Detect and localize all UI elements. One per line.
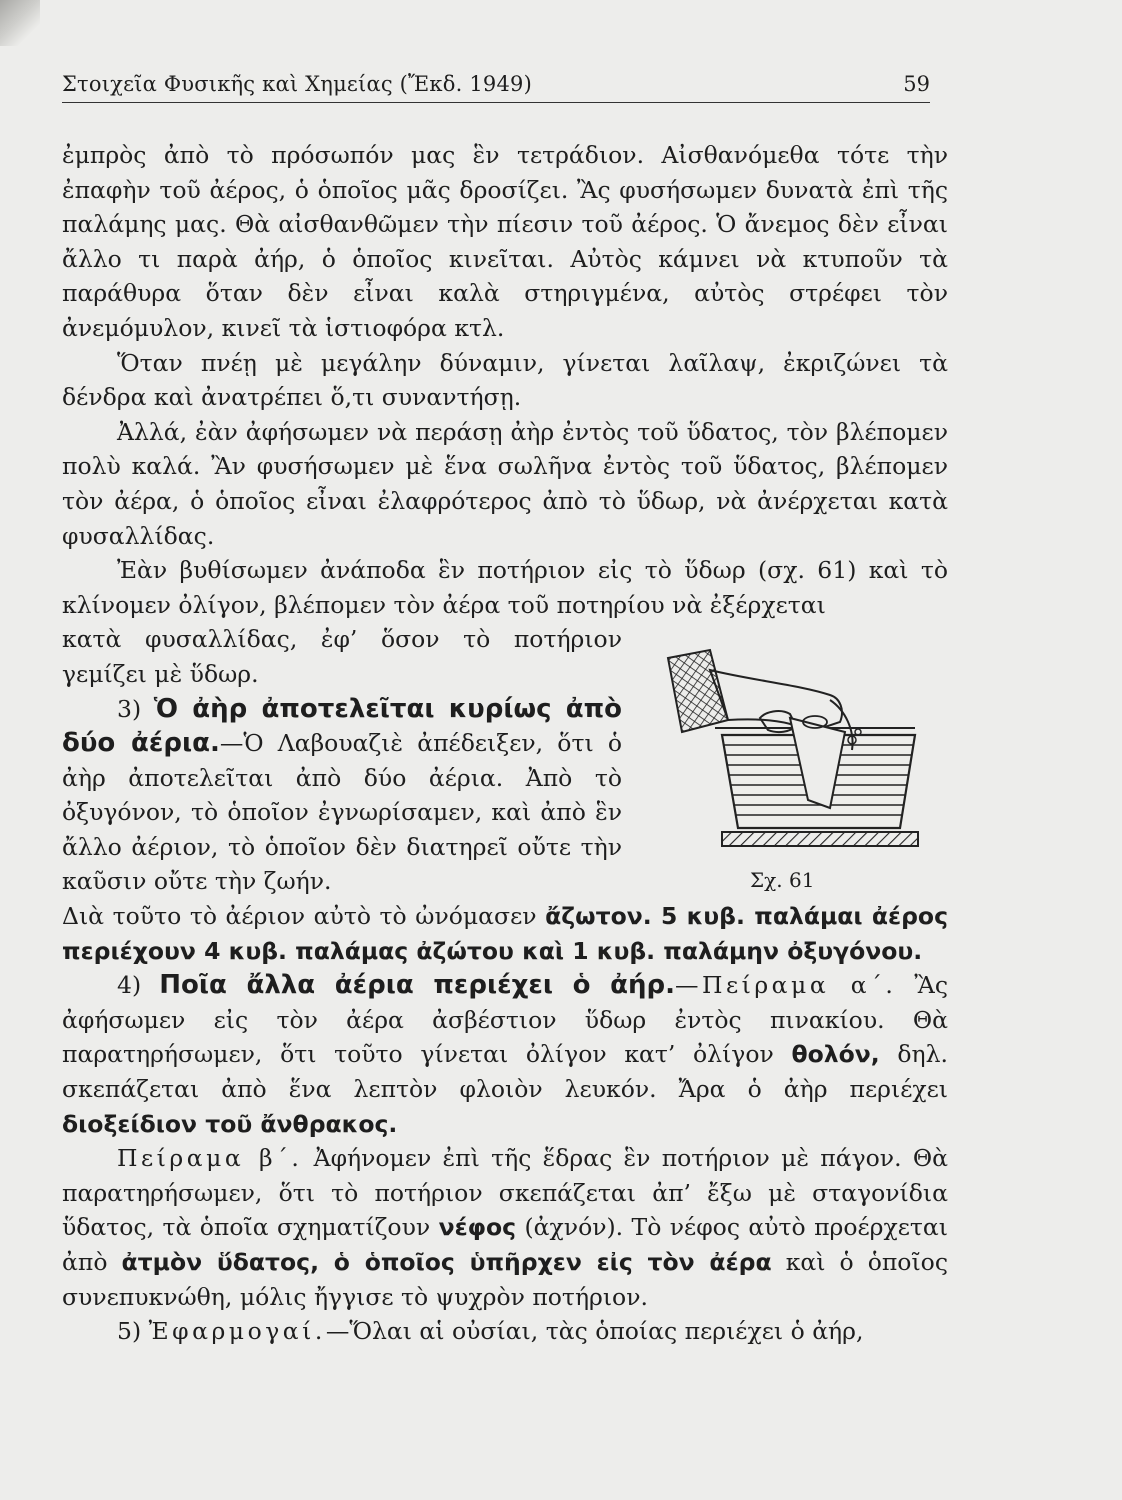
section-3 xyxy=(62,692,622,900)
experiment-b-bold-cloud: νέφος xyxy=(438,1213,517,1242)
paragraph-glass-experiment-cont: κατὰ φυσαλλίδας, ἐφ’ ὅσον τὸ ποτήριον γεμίζει μὲ ὕδωρ. xyxy=(62,625,622,688)
experiment-b-label: Πείραμα β΄. xyxy=(117,1144,303,1173)
section-5-label: Ἐφαρμογαί. xyxy=(148,1317,326,1346)
paragraph-storm: Ὅταν πνέῃ μὲ μεγάλην δύναμιν, γίνεται λαῖλαψ, ἐκριζώνει τὰ δένδρα καὶ ἀνατρέπει ὅ,τι συναντήσῃ. xyxy=(62,348,948,412)
page-number: 59 xyxy=(903,72,930,96)
section-4-bold-co2: διοξείδιον τοῦ ἄνθρακος. xyxy=(62,1109,398,1138)
page-corner-shadow xyxy=(0,0,40,46)
wrapped-text-block xyxy=(62,622,622,899)
experiment-b-text-c: καὶ ὁ ὁποῖος συνεπυκνώθη, μόλις ἤγγισε τὸ ψυχρὸν ποτήριον. xyxy=(62,1248,948,1311)
section-5 xyxy=(62,1314,948,1349)
figure-61-illustration xyxy=(640,640,940,890)
section-4 xyxy=(62,968,948,1141)
figure-caption: Σχ. 61 xyxy=(750,868,815,892)
experiment-a-label: —Πείραμα α΄. xyxy=(674,971,897,1000)
section-3-number: 3) xyxy=(117,694,142,723)
experiment-b xyxy=(62,1141,948,1314)
section-4-text-b: δηλ. σκεπάζεται ἀπὸ ἕνα λεπτὸν φλοιὸν λευκόν. Ἄρα ὁ ἀὴρ περιέχει xyxy=(62,1040,949,1104)
section-3-title: Ὁ ἀὴρ ἀποτελεῖται κυρίως ἀπὸ δύο ἀέρια. xyxy=(62,693,622,759)
paragraph-air-in-water: Ἀλλά, ἐὰν ἀφήσωμεν νὰ περάσῃ ἀὴρ ἐντὸς τοῦ ὕδατος, τὸν βλέπομεν πολὺ καλά. Ἂν φυσήσωμεν μὲ ἕνα σωλῆνα ἐντὸς τοῦ ὕδατος, βλέπομεν τὸν ἀέρα, ὁ ὁποῖος εἶναι ἐλαφρότερος ἀπὸ τὸ ὕδωρ, νὰ ἀνέρχεται κατὰ φυσαλλίδας. xyxy=(62,417,948,550)
section-4-text-a: Ἂς ἀφήσωμεν εἰς τὸν ἀέρα ἀσβέστιον ὕδωρ ἐντὸς πινακίου. Θὰ παρατηρήσωμεν, ὅτι τοῦτο γίνεται ὀλίγον κατ’ ὀλίγον xyxy=(62,971,948,1069)
experiment-b-text-b: (ἀχνόν). Τὸ νέφος αὐτὸ προέρχεται ἀπὸ xyxy=(62,1213,948,1276)
experiment-b-text-a: Ἀφήνομεν ἐπὶ τῆς ἕδρας ἓν ποτήριον μὲ πάγον. Θὰ παρατηρήσωμεν, ὅτι τὸ ποτήριον σκεπάζεται ἀπ’ ἔξω μὲ σταγονίδια ὕδατος, τὰ ὁποῖα σχηματίζουν xyxy=(62,1144,948,1242)
section-3-cont-text: Διὰ τοῦτο τὸ ἀέριον αὐτὸ τὸ ὠνόμασεν xyxy=(62,902,546,931)
section-5-number: 5) xyxy=(117,1317,142,1346)
section-4-title: Ποῖα ἄλλα ἀέρια περιέχει ὁ ἀήρ. xyxy=(159,970,675,1001)
section-3-bold: ἄζωτον. 5 κυβ. παλάμαι ἀέρος περιέχουν 4 κυβ. παλάμας ἀζώτου καὶ 1 κυβ. παλάμην ὀξυγόνου. xyxy=(62,902,948,965)
book-title: Στοιχεῖα Φυσικῆς καὶ Χημείας (Ἔκδ. 1949) xyxy=(62,72,532,96)
paragraph-wind: ἐμπρὸς ἀπὸ τὸ πρόσωπόν μας ἓν τετράδιον. Αἰσθανόμεθα τότε τὴν ἐπαφὴν τοῦ ἀέρος, ὁ ὁποῖος μᾶς δροσίζει. Ἂς φυσήσωμεν δυνατὰ ἐπὶ τῆς παλάμης μας. Θὰ αἰσθανθῶμεν τὴν πίεσιν τοῦ ἀέρος. Ὁ ἄνεμος δὲν εἶναι ἄλλο τι παρὰ ἀήρ, ὁ ὁποῖος κινεῖται. Αὐτὸς κάμνει νὰ κτυποῦν τὰ παράθυρα ὅταν δὲν εἶναι καλὰ στηριγμένα, αὐτὸς στρέφει τὸν ἀνεμόμυλον, κινεῖ τὰ ἱστιοφόρα κτλ. xyxy=(62,141,948,342)
section-4-bold-turbid: θολόν, xyxy=(791,1040,880,1069)
section-3-text: —Ὁ Λαβουαζιὲ ἀπέδειξεν, ὅτι ὁ ἀὴρ ἀποτελεῖται ἀπὸ δύο ἀέρια. Ἀπὸ τὸ ὀξυγόνον, τὸ ὁποῖον ἐγνωρίσαμεν, καὶ ἀπὸ ἓν ἄλλο ἀέριον, τὸ ὁποῖον δὲν διατηρεῖ οὔτε τὴν καῦσιν οὔτε τὴν ζωήν. xyxy=(62,729,623,896)
experiment-b-bold-vapor: ἀτμὸν ὕδατος, ὁ ὁποῖος ὑπῆρχεν εἰς τὸν ἀέρα xyxy=(121,1248,772,1276)
running-header xyxy=(62,70,930,103)
section-5-text: —Ὅλαι αἱ οὐσίαι, τὰς ὁποίας περιέχει ὁ ἀήρ, xyxy=(325,1317,864,1346)
section-3-continuation xyxy=(62,899,948,968)
section-4-number: 4) xyxy=(117,971,142,1000)
paragraph-glass-experiment: Ἐὰν βυθίσωμεν ἀνάποδα ἓν ποτήριον εἰς τὸ ὕδωρ (σχ. 61) καὶ τὸ κλίνομεν ὀλίγον, βλέπομεν τὸν ἀέρα τοῦ ποτηρίου νὰ ἐξέρχεται xyxy=(62,556,948,619)
